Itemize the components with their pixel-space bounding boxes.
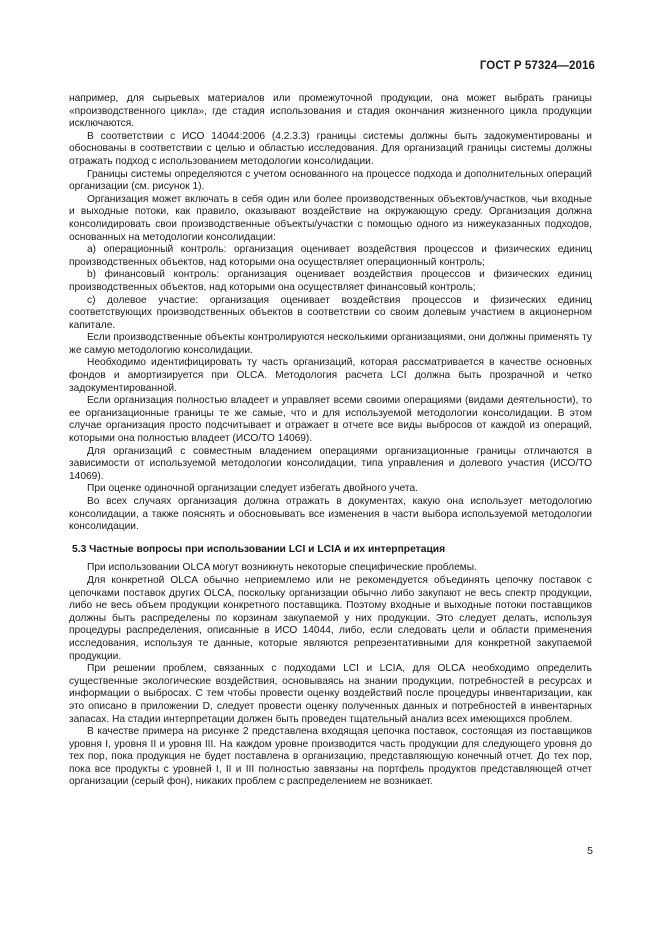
- paragraph: В соответствии с ИСО 14044:2006 (4.2.3.3) границы системы должны быть задокументированы и обоснованы в соответствии с целью и областью исследования. Для организаций границы системы должны отражать подход с использованием методологии консолидации.: [69, 130, 592, 167]
- page-number: 5: [587, 845, 593, 857]
- paragraph: Организация может включать в себя один или более производственных объектов/участков, чьи входные и выходные потоки, как правило, оказывают воздействие на окружающую среду. Организация должна консолидировать свои производственные объекты/участки с помощью одного из нижеуказанных подходов, основанных на методологии консолидации:: [69, 193, 592, 243]
- paragraph: При использовании OLCA могут возникнуть некоторые специфические проблемы.: [87, 562, 477, 574]
- standard-number: ГОСТ Р 57324—2016: [479, 60, 595, 72]
- paragraph: Границы системы определяются с учетом основанного на процессе подхода и дополнительных операций организации (см. рисунок 1).: [69, 168, 592, 193]
- paragraph: В качестве примера на рисунке 2 представлена входящая цепочка поставок, состоящая из поставщиков уровня I, уровня II и уровня III. На каждом уровне производится часть продукции для следующего уровня до тех пор, пока продукция не будет поставлена в организацию, представляющую конечный отчет. До тех пор, пока все продукты с уровней I, II и III полностью завязаны на портфель продуктов представляющей отчет организации (серый фон), никаких проблем с распределением не возникает.: [69, 726, 592, 788]
- list-item-c: с) долевое участие: организация оценивает воздействия процессов и физических единиц соответствующих производственных объектов в соответствии со своим долевым участием в акционерном капитале.: [69, 294, 592, 331]
- paragraph: При решении проблем, связанных с подходами LCI и LCIA, для OLCA необходимо определить существенные экологические воздействия, основываясь на знании продукции, потребностей в ресурсах и информации о выбросах. С тем чтобы провести оценку воздействий после процедуры инвентаризации, как это описано в приложении D, следует провести оценку полученных данных и потребностей в инвентарных запасах. На стадии интерпретации должен быть проведен тщательный анализ всех имеющихся проблем.: [69, 663, 592, 725]
- paragraph: При оценке одиночной организации следует избегать двойного учета.: [87, 483, 418, 495]
- paragraph: Для организаций с совместным владением операциями организационные границы отличаются в зависимости от используемой методологии консолидации, типа управления и долевого участия (ИСО/ТО 14069).: [69, 445, 592, 482]
- paragraph: Необходимо идентифицировать ту часть организаций, которая рассматривается в качестве основных фондов и амортизируется при OLCA. Методология расчета LCI должна быть прозрачной и четко задокументированной.: [69, 357, 592, 394]
- section-heading: 5.3 Частные вопросы при использовании LCI и LCIA и их интерпретация: [72, 543, 446, 555]
- list-item-a: а) операционный контроль: организация оценивает воздействия процессов и физических единиц производственных объектов, над которыми она осуществляет операционный контроль;: [69, 244, 592, 268]
- paragraph: Для конкретной OLCA обычно неприемлемо или не рекомендуется объединять цепочку поставок с цепочками поставок других OLCA, поскольку организации обычно либо закупают не весь спектр продукции, либо не весь объем продукции конкретного поставщика. Поэтому входные и выходные потоки поставщиков должны быть распределены по корзинам закупаемой у них продукции. Это следует делать, используя процедуры распределения, описанные в ИСО 14044, либо, если следовать цели и области применения исследования, используя те данные, которые являются репрезентативными для конкретной закупаемой продукции.: [69, 574, 592, 662]
- paragraph: Если организация полностью владеет и управляет всеми своими операциями (видами деятельности), то ее организационные границы те же самые, что и для используемой методологии консолидации. В этом случае организация просто подсчитывает и отражает в отчете все виды выбросов от каждой из операций, которыми она полностью владеет (ИСО/ТО 14069).: [69, 395, 592, 445]
- paragraph: Во всех случаях организация должна отражать в документах, какую она использует методологию консолидации, а также пояснять и обосновывать все изменения в части выбора используемой методологии консолидации.: [69, 496, 592, 533]
- paragraph: Если производственные объекты контролируются несколькими организациями, они должны применять ту же самую методологию консолидации.: [69, 332, 592, 356]
- list-item-b: b) финансовый контроль: организация оценивает воздействия процессов и физических единиц производственных объектов, над которыми она осуществляет финансовый контроль;: [69, 269, 592, 293]
- document-body: [69, 93, 592, 789]
- paragraph: например, для сырьевых материалов или промежуточной продукции, она может выбрать границы «производственного цикла», где стадия использования и стадия окончания жизненного цикла продукции исключаются.: [69, 93, 592, 130]
